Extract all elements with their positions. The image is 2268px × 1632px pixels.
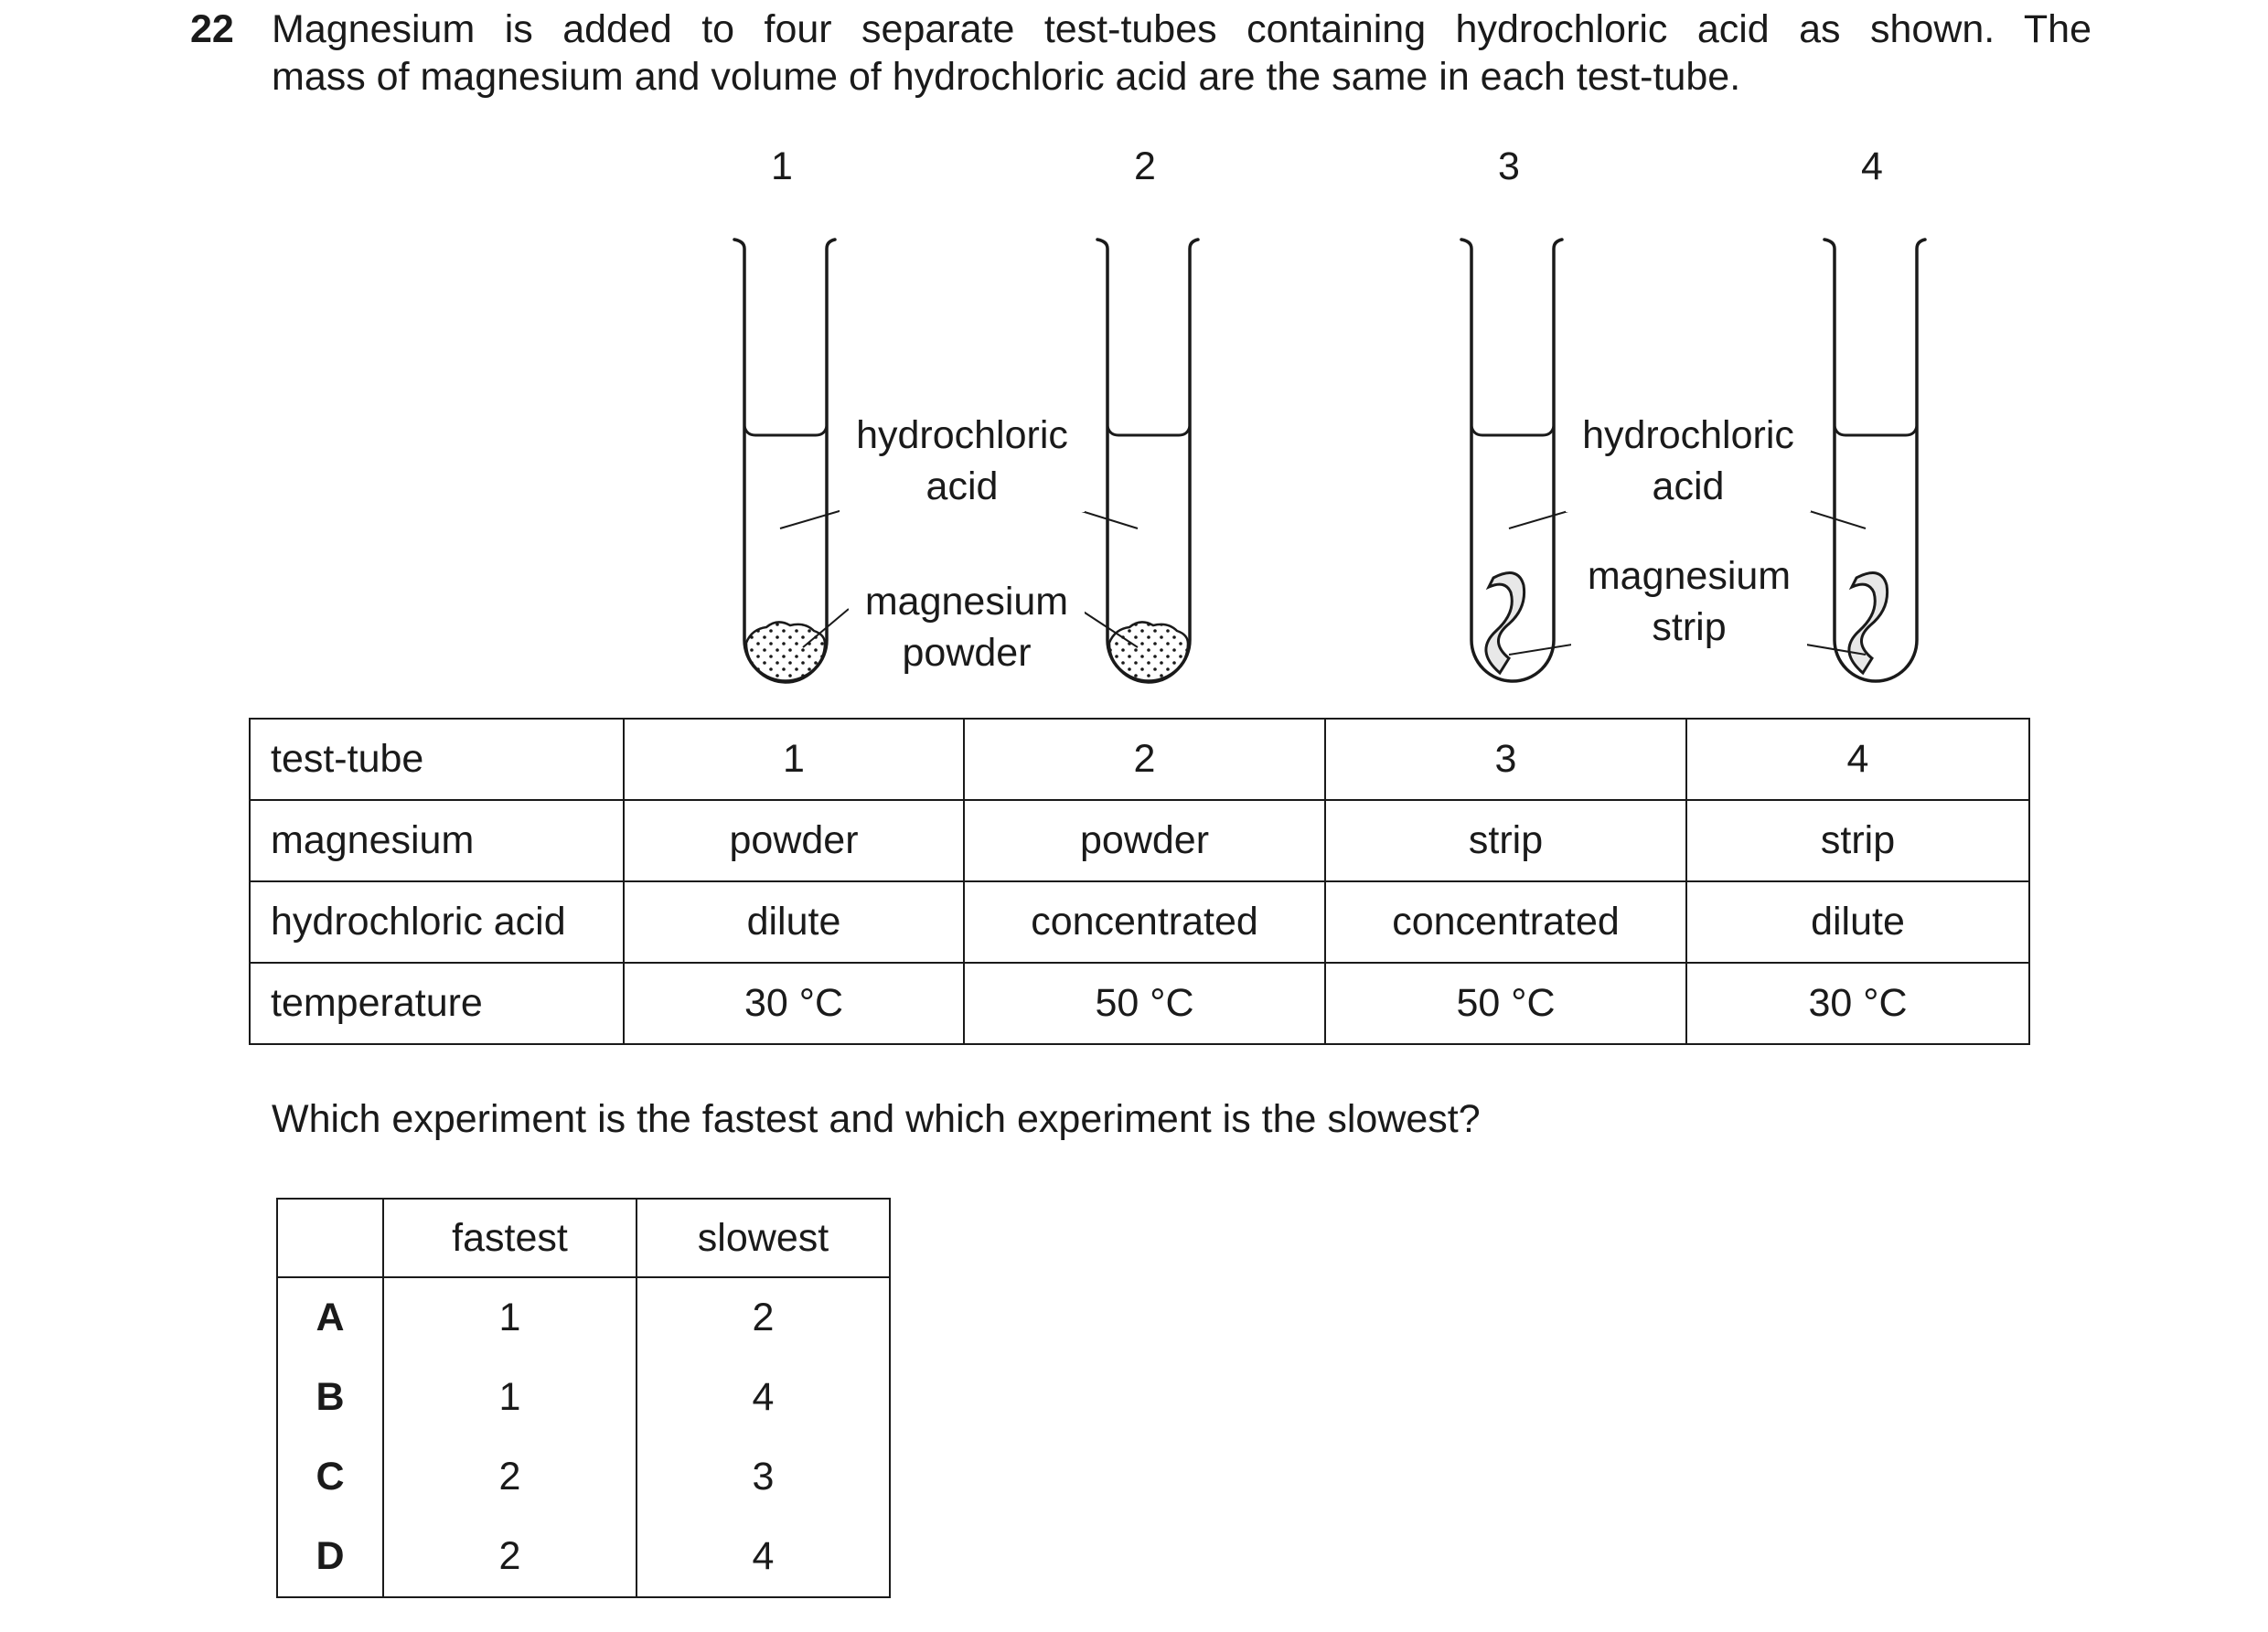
table-cell: 50 °C [964,963,1325,1044]
tube-number-3: 3 [1498,144,1520,188]
test-tubes-diagram [0,0,2268,713]
label-magnesium-strip-line2: strip [1652,605,1727,649]
table-cell: 3 [1325,719,1686,800]
table-cell: 30 °C [624,963,964,1044]
magnesium-strip-3 [1486,573,1524,673]
table-row [250,800,2029,881]
tube-number-4: 4 [1861,144,1883,188]
table-cell: 1 [624,719,964,800]
option-fastest: 1 [383,1358,637,1437]
answer-option-a[interactable] [277,1277,890,1358]
answer-option-c[interactable] [277,1437,890,1517]
table-cell: concentrated [964,881,1325,963]
row-header: test-tube [250,719,624,800]
magnesium-powder-1 [746,622,825,682]
table-cell: dilute [624,881,964,963]
table-row [250,963,2029,1044]
option-slowest: 4 [637,1517,890,1597]
table-cell: concentrated [1325,881,1686,963]
question-stem-line2: mass of magnesium and volume of hydrochloric acid are the same in each test-tube. [272,55,1741,99]
option-letter[interactable]: A [277,1277,383,1358]
label-magnesium-powder-line2: powder [902,631,1032,675]
answer-option-d[interactable] [277,1517,890,1597]
header-fastest: fastest [383,1199,637,1277]
option-letter[interactable]: B [277,1358,383,1437]
tube-number-2: 2 [1134,144,1156,188]
test-tube-2 [1097,240,1198,681]
table-cell: powder [624,800,964,881]
header-blank-cell [277,1199,383,1277]
table-row [250,719,2029,800]
answer-option-b[interactable] [277,1358,890,1437]
option-fastest: 2 [383,1517,637,1597]
table-cell: dilute [1686,881,2029,963]
table-cell: 50 °C [1325,963,1686,1044]
row-header: hydrochloric acid [250,881,624,963]
label-hydrochloric-acid-2-line1: hydrochloric [1582,413,1794,457]
question-stem-line1: Magnesium is added to four separate test-tubes containing hydrochloric acid as shown. The [272,7,2091,51]
label-magnesium-strip-line1: magnesium [1587,554,1792,598]
option-slowest: 3 [637,1437,890,1517]
table-row [277,1199,890,1277]
question-prompt: Which experiment is the fastest and which experiment is the slowest? [272,1097,1481,1141]
label-magnesium-powder-line1: magnesium [864,580,1069,624]
test-tube-1 [734,240,835,681]
table-row [250,881,2029,963]
header-slowest: slowest [637,1199,890,1277]
label-magnesium-powder [849,576,1085,678]
label-hydrochloric-acid-2 [1566,410,1811,512]
tube-number-1: 1 [771,144,793,188]
question-number: 22 [190,7,234,51]
magnesium-powder-2 [1109,622,1188,682]
option-letter[interactable]: C [277,1437,383,1517]
experiment-conditions-table [249,718,2030,1045]
table-cell: 4 [1686,719,2029,800]
row-header: magnesium [250,800,624,881]
option-letter[interactable]: D [277,1517,383,1597]
table-cell: 30 °C [1686,963,2029,1044]
row-header: temperature [250,963,624,1044]
label-hydrochloric-acid-1 [840,410,1085,512]
label-magnesium-strip [1571,550,1807,653]
answer-options-table [276,1198,891,1598]
magnesium-strip-4 [1849,573,1888,673]
option-fastest: 2 [383,1437,637,1517]
option-slowest: 2 [637,1277,890,1358]
label-hydrochloric-acid-1-line2: acid [925,464,999,508]
table-cell: strip [1686,800,2029,881]
table-cell: powder [964,800,1325,881]
option-fastest: 1 [383,1277,637,1358]
table-cell: 2 [964,719,1325,800]
table-cell: strip [1325,800,1686,881]
label-hydrochloric-acid-1-line1: hydrochloric [856,413,1068,457]
option-slowest: 4 [637,1358,890,1437]
label-hydrochloric-acid-2-line2: acid [1652,464,1725,508]
